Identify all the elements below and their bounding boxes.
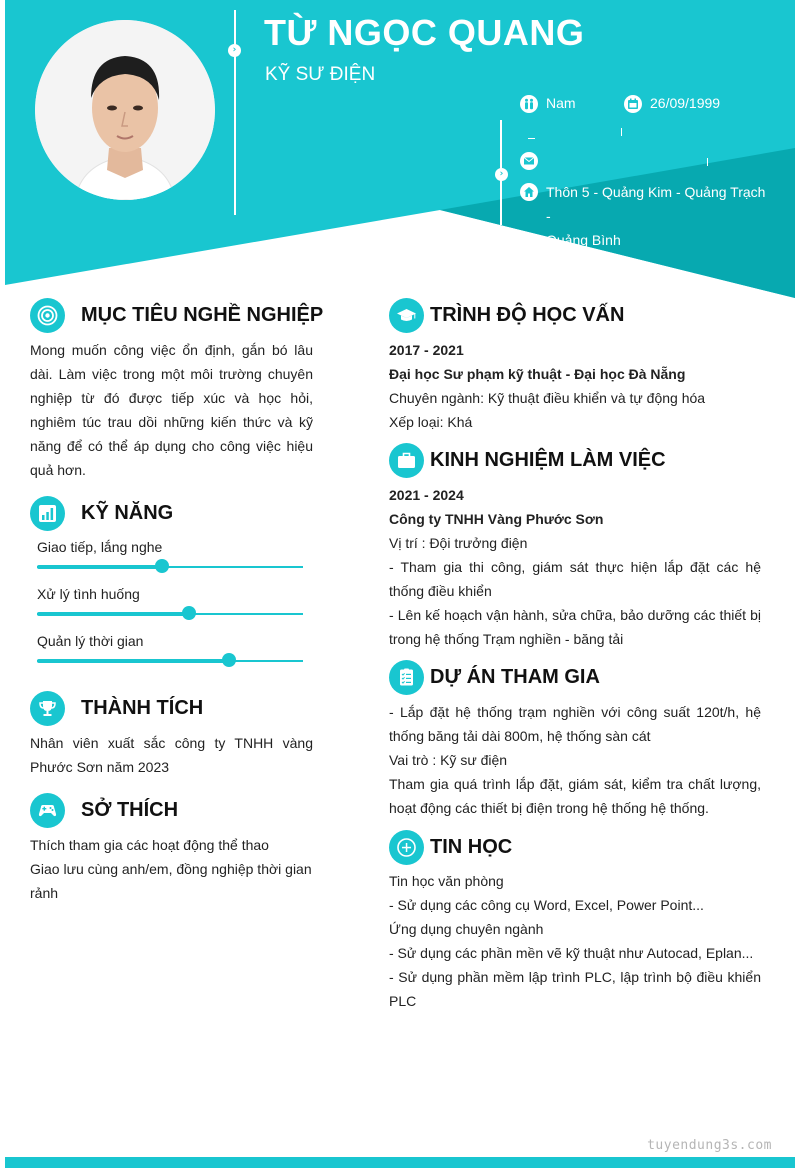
it-skill-line: - Sử dụng phần mềm lập trình PLC, lập trình bộ điều khiển PLC — [389, 969, 761, 1009]
projects-body — [389, 700, 761, 820]
dob-info — [624, 95, 720, 113]
trophy-icon — [30, 691, 65, 726]
section-skills — [30, 496, 173, 531]
objective-title: MỤC TIÊU NGHỀ NGHIỆP — [81, 304, 324, 326]
hobbies-title: SỞ THÍCH — [81, 799, 179, 821]
experience-duty: - Tham gia thi công, giám sát thực hiện lắp đặt các hệ thống điều khiển — [389, 559, 761, 599]
skill-label: Giao tiếp, lắng nghe — [37, 539, 163, 555]
email-info — [520, 152, 546, 170]
gender-info — [520, 95, 576, 113]
address-line-1: Thôn 5 - Quảng Kim - Quảng Trạch - — [546, 184, 766, 224]
gamepad-icon — [30, 793, 65, 828]
projects-title: DỰ ÁN THAM GIA — [430, 666, 600, 688]
education-grade: Xếp loại: Khá — [389, 414, 473, 430]
it-skill-line: - Sử dụng các công cụ Word, Excel, Power Point... — [389, 897, 704, 913]
project-item: - Lắp đặt hệ thống trạm nghiền với công suất 120t/h, hệ thống băng tải dài 800m, hệ thống sàn cát — [389, 704, 761, 744]
it-skills-body — [389, 869, 761, 1013]
skill-level-handle — [222, 653, 236, 667]
gender-icon — [520, 95, 538, 113]
education-period: 2017 - 2021 — [389, 342, 464, 358]
header-divider-left — [234, 10, 236, 215]
achievements-title: THÀNH TÍCH — [81, 697, 204, 719]
job-title: KỸ SƯ ĐIỆN — [265, 64, 376, 85]
candidate-name: TỪ NGỌC QUANG — [264, 12, 585, 53]
checklist-icon — [389, 660, 424, 695]
address-info — [520, 180, 770, 252]
it-skill-line: - Sử dụng các phần mền vẽ kỹ thuật như Autocad, Eplan... — [389, 945, 754, 961]
project-role: Vai trò : Kỹ sư điện — [389, 752, 508, 768]
dob-value: 26/09/1999 — [650, 95, 721, 111]
home-icon — [520, 183, 538, 201]
skill-label: Quản lý thời gian — [37, 633, 144, 649]
graduation-cap-icon — [389, 298, 424, 333]
education-title: TRÌNH ĐỘ HỌC VẤN — [430, 304, 625, 326]
target-icon — [30, 298, 65, 333]
experience-body — [389, 483, 761, 651]
section-education — [389, 298, 624, 333]
briefcase-icon — [389, 443, 424, 478]
section-objective — [30, 298, 323, 333]
watermark: tuyendung3s.com — [647, 1138, 772, 1153]
calendar-icon — [624, 95, 642, 113]
skill-level-handle — [155, 559, 169, 573]
hobby-line: Giao lưu cùng anh/em, đồng nghiệp thời gian rảnh — [30, 861, 312, 901]
it-skills-title: TIN HỌC — [430, 836, 513, 858]
objective-text: Mong muốn công việc ổn định, gắn bó lâu dài. Làm việc trong một môi trường chuyên nghiệp từ đó được tiếp xúc và học hỏi, nghiêm túc trau dồi những kiến thức và kỹ năng để có thể áp dụng cho công việc hiệu quả hơn. — [30, 342, 313, 478]
education-school: Đại học Sư phạm kỹ thuật - Đại học Đà Nẵng — [389, 366, 686, 382]
skill-fill — [37, 565, 162, 569]
bar-chart-icon — [30, 496, 65, 531]
education-major: Chuyên ngành: Kỹ thuật điều khiển và tự động hóa — [389, 390, 706, 406]
skills-title: KỸ NĂNG — [81, 502, 174, 524]
email-placeholder-mark — [707, 158, 708, 166]
gender-value: Nam — [546, 95, 576, 111]
it-skill-line: Tin học văn phòng — [389, 873, 504, 889]
experience-position: Vị trí : Đội trưởng điện — [389, 535, 528, 551]
skill-level-handle — [182, 606, 196, 620]
phone-placeholder-mark — [621, 128, 622, 136]
experience-company: Công ty TNHH Vàng Phước Sơn — [389, 511, 604, 527]
chevron-right-icon: › — [228, 44, 241, 57]
profile-photo — [35, 20, 215, 200]
hobby-line: Thích tham gia các hoạt động thể thao — [30, 837, 269, 853]
project-description: Tham gia quá trình lắp đặt, giám sát, kiểm tra chất lượng, hoạt động các thiết bị điện trong hệ thống hệ thống. — [389, 776, 761, 816]
chevron-right-icon: › — [495, 168, 508, 181]
skill-label: Xử lý tình huống — [37, 586, 140, 602]
skill-fill — [37, 659, 229, 663]
experience-duty: - Lên kế hoạch vận hành, sửa chữa, bảo dưỡng các thiết bị trong hệ thống Trạm nghiền - băng tải — [389, 607, 761, 647]
section-projects — [389, 660, 600, 695]
hobbies-text — [30, 833, 313, 905]
it-skill-line: Ứng dụng chuyên ngành — [389, 921, 544, 937]
section-it-skills — [389, 830, 512, 865]
email-icon — [520, 152, 538, 170]
experience-title: KINH NGHIỆM LÀM VIỆC — [430, 449, 666, 471]
section-hobbies — [30, 793, 178, 828]
footer-bar — [5, 1157, 795, 1168]
education-body — [389, 338, 761, 434]
experience-period: 2021 - 2024 — [389, 487, 464, 503]
phone-placeholder-mark — [528, 138, 535, 139]
skill-fill — [37, 612, 189, 616]
address-line-2: Quảng Bình — [546, 232, 621, 248]
plus-icon — [389, 830, 424, 865]
section-experience — [389, 443, 666, 478]
achievements-text: Nhân viên xuất sắc công ty TNHH vàng Phước Sơn năm 2023 — [30, 735, 313, 775]
section-achievements — [30, 691, 203, 726]
